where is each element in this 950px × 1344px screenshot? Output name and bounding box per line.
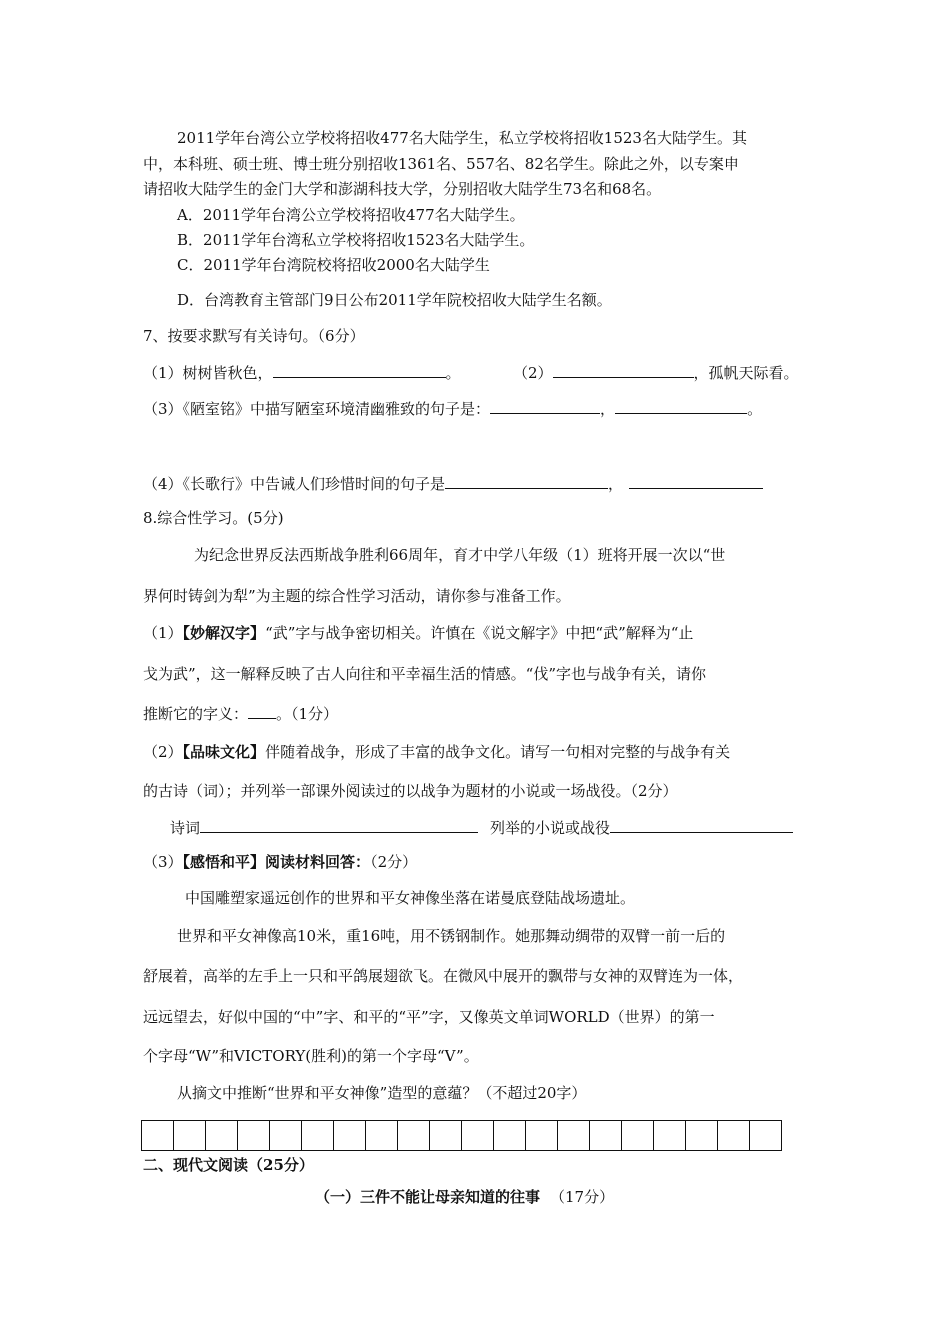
answer-cell[interactable] xyxy=(654,1121,686,1151)
answer-cell[interactable] xyxy=(494,1121,526,1151)
q8-s1-text-3a: 推断它的字义： xyxy=(143,705,249,723)
section-2-subtitle xyxy=(315,1187,614,1207)
q7-part-3 xyxy=(143,398,762,419)
q8-s3-heading: 【感悟和平】阅读材料回答： xyxy=(182,853,371,871)
q8-s3-line xyxy=(143,852,417,872)
q8-s1-text-3b: 。（1分） xyxy=(276,705,339,723)
q8-s2-line-1 xyxy=(143,742,730,762)
q8-s1-blank[interactable] xyxy=(248,703,276,719)
q7-part-2 xyxy=(513,362,799,383)
q8-s3-number: （3） xyxy=(143,853,183,871)
subsection-title: （一）三件不能让母亲知道的往事 xyxy=(315,1188,541,1206)
q8-s2-line-2: 的古诗（词）；并列举一部课外阅读过的以战争为题材的小说或一场战役。（2分） xyxy=(143,782,678,800)
q8-intro-1: 为纪念世界反法西斯战争胜利66周年，育才中学八年级（1）班将开展一次以“世 xyxy=(194,546,726,564)
q8-material-3: 舒展着，高举的左手上一只和平鸽展翅欲飞。在微风中展开的飘带与女神的双臂连为一体， xyxy=(143,967,744,985)
q7-p3-comma: ， xyxy=(600,400,616,418)
q8-s1-line-1 xyxy=(143,623,693,643)
q8-material-1: 中国雕塑家遥远创作的世界和平女神像坐落在诺曼底登陆战场遗址。 xyxy=(185,889,636,907)
q7-p1-label: （1）树树皆秋色， xyxy=(143,364,273,382)
passage-line-3: 请招收大陆学生的金门大学和澎湖科技大学，分别招收大陆学生73名和68名。 xyxy=(143,180,662,198)
q7-p2-label: （2） xyxy=(513,364,553,382)
q8-s2-poem-label: 诗词 xyxy=(170,819,201,837)
answer-cell[interactable] xyxy=(622,1121,654,1151)
answer-cell[interactable] xyxy=(174,1121,206,1151)
q8-s1-number: （1） xyxy=(143,624,183,642)
option-d: D．台湾教育主管部门9日公布2011学年院校招收大陆学生名额。 xyxy=(177,291,612,309)
passage-line-2: 中，本科班、硕士班、博士班分别招收1361名、557名、82名学生。除此之外，以专案申 xyxy=(143,155,739,173)
answer-grid[interactable] xyxy=(141,1120,782,1151)
answer-cell[interactable] xyxy=(206,1121,238,1151)
q8-s2-text-1: 伴随着战争，形成了丰富的战争文化。请写一句相对完整的与战争有关 xyxy=(265,743,731,761)
q7-p1-blank[interactable] xyxy=(273,362,446,378)
q8-s1-line-3 xyxy=(143,703,338,724)
q7-p1-end: 。 xyxy=(445,364,461,382)
subsection-score: （17分） xyxy=(550,1188,615,1206)
q8-s1-heading: 【妙解汉字】 xyxy=(182,624,266,642)
q7-part-1 xyxy=(143,362,461,383)
q7-p3-label: （3）《陋室铭》中描写陋室环境清幽雅致的句子是： xyxy=(143,400,491,418)
q8-s2-novel-label: 列举的小说或战役 xyxy=(490,819,611,837)
q7-part-4 xyxy=(143,473,763,494)
q7-p3-blank-1[interactable] xyxy=(490,398,600,414)
q8-title: 8.综合性学习。(5分) xyxy=(143,509,284,527)
q8-s1-line-2: 戈为武”，这一解释反映了古人向往和平幸福生活的情感。“伐”字也与战争有关，请你 xyxy=(143,665,707,683)
answer-cell[interactable] xyxy=(526,1121,558,1151)
q7-p4-comma: ， xyxy=(608,475,624,493)
option-b: B．2011学年台湾私立学校将招收1523名大陆学生。 xyxy=(177,231,535,249)
answer-cell[interactable] xyxy=(590,1121,622,1151)
answer-cell[interactable] xyxy=(750,1121,782,1151)
q8-material-5: 个字母“W”和VICTORY(胜利)的第一个字母“V”。 xyxy=(143,1047,479,1065)
answer-cell[interactable] xyxy=(366,1121,398,1151)
q7-p3-blank-2[interactable] xyxy=(615,398,747,414)
q8-s2-novel-blank[interactable] xyxy=(610,817,793,833)
answer-cell[interactable] xyxy=(686,1121,718,1151)
answer-cell[interactable] xyxy=(430,1121,462,1151)
q8-s2-number: （2） xyxy=(143,743,183,761)
q8-s2-answer-line xyxy=(170,817,793,838)
q7-title: 7、按要求默写有关诗句。（6分） xyxy=(143,327,365,345)
q8-s3-score: （2分） xyxy=(370,853,418,871)
q8-material-4: 远远望去，好似中国的“中”字、和平的“平”字，又像英文单词WORLD（世界）的第一 xyxy=(143,1008,715,1026)
answer-cell[interactable] xyxy=(558,1121,590,1151)
q8-s2-heading: 【品味文化】 xyxy=(182,743,266,761)
option-a: A．2011学年台湾公立学校将招收477名大陆学生。 xyxy=(177,206,525,224)
q8-intro-2: 界何时铸剑为犁”为主题的综合性学习活动，请你参与准备工作。 xyxy=(143,587,571,605)
q7-p4-label: （4）《长歌行》中告诫人们珍惜时间的句子是 xyxy=(143,475,446,493)
q8-s1-text-1: “武”字与战争密切相关。许慎在《说文解字》中把“武”解释为“止 xyxy=(265,624,694,642)
passage-line-1: 2011学年台湾公立学校将招收477名大陆学生，私立学校将招收1523名大陆学生。其 xyxy=(177,129,747,147)
q8-s3-question: 从摘文中推断“世界和平女神像”造型的意蕴？（不超过20字） xyxy=(177,1084,587,1102)
q8-material-2: 世界和平女神像高10米，重16吨，用不锈钢制作。她那舞动绸带的双臂一前一后的 xyxy=(177,927,726,945)
option-c: C．2011学年台湾院校将招收2000名大陆学生 xyxy=(177,256,490,274)
section-2-title: 二、现代文阅读（25分） xyxy=(143,1156,314,1174)
q8-s2-poem-blank[interactable] xyxy=(200,817,478,833)
answer-cell[interactable] xyxy=(238,1121,270,1151)
answer-cell[interactable] xyxy=(334,1121,366,1151)
q7-p4-blank-2[interactable] xyxy=(629,473,763,489)
answer-cell[interactable] xyxy=(462,1121,494,1151)
answer-cell[interactable] xyxy=(142,1121,174,1151)
q7-p2-blank[interactable] xyxy=(553,362,694,378)
answer-cell[interactable] xyxy=(718,1121,750,1151)
answer-cell[interactable] xyxy=(270,1121,302,1151)
q7-p4-blank-1[interactable] xyxy=(445,473,608,489)
answer-cell[interactable] xyxy=(302,1121,334,1151)
answer-cell[interactable] xyxy=(398,1121,430,1151)
q7-p2-end: ，孤帆天际看。 xyxy=(693,364,799,382)
q7-p3-end: 。 xyxy=(747,400,763,418)
